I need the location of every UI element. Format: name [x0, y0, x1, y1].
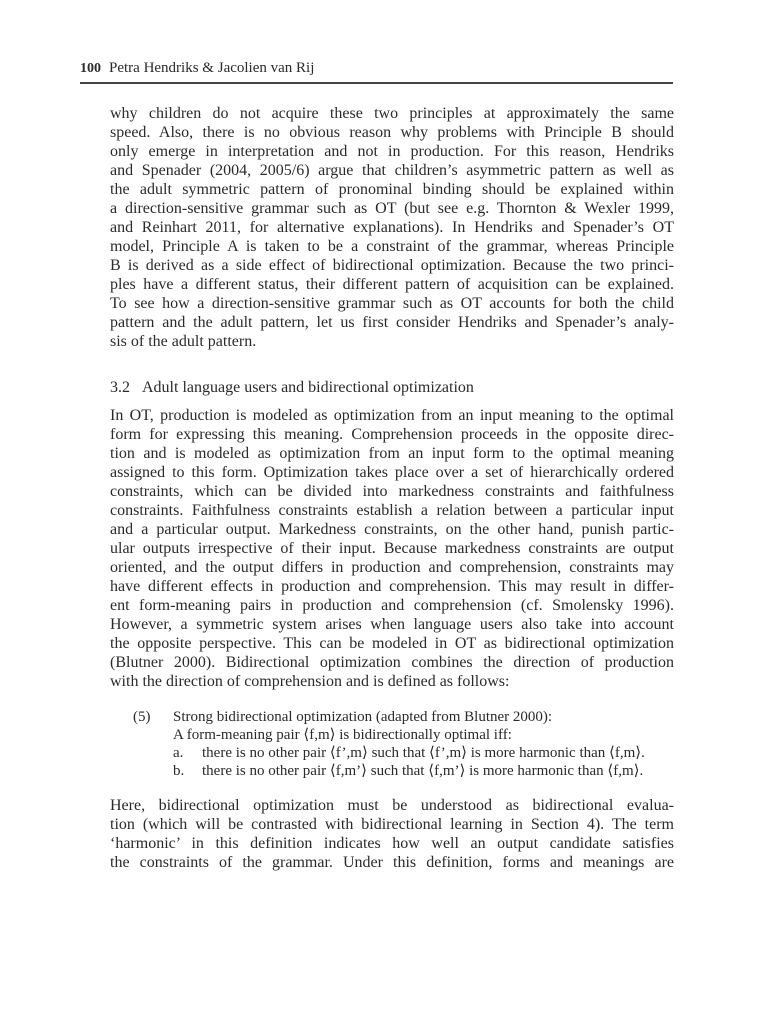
running-header [80, 60, 314, 77]
text-line: oriented, and the output differs in production and comprehension, constraints may [110, 559, 674, 576]
example-definition: A form-meaning pair ⟨f,m⟩ is bidirectionally optimal iff: [173, 727, 512, 743]
text-line: To see how a direction-sensitive grammar such as OT accounts for both the child [110, 295, 674, 312]
text-line: speed. Also, there is no obvious reason why problems with Principle B should [110, 124, 674, 141]
example-title: Strong bidirectional optimization (adapted from Blutner 2000): [173, 709, 553, 725]
text-line: constraints. Faithfulness constraints establish a relation between a particular input [110, 502, 674, 519]
text-line: (Blutner 2000). Bidirectional optimization combines the direction of production [110, 654, 674, 671]
text-line: have different effects in production and comprehension. This may result in differ- [110, 578, 674, 595]
text-line: ular outputs irrespective of their input. Because markedness constraints are output [110, 540, 674, 557]
text-line: and Spenader (2004, 2005/6) argue that children’s asymmetric pattern as well as [110, 162, 674, 179]
text-line: pattern and the adult pattern, let us first consider Hendriks and Spenader’s analy- [110, 314, 674, 331]
text-line: In OT, production is modeled as optimization from an input meaning to the optimal [110, 407, 674, 424]
text-line: constraints, which can be divided into markedness constraints and faithfulness [110, 483, 674, 500]
text-line: assigned to this form. Optimization takes place over a set of hierarchically ordered [110, 464, 674, 481]
text-line: Here, bidirectional optimization must be understood as bidirectional evalua- [110, 797, 674, 814]
paragraph-1 [110, 104, 674, 351]
text-line: sis of the adult pattern. [110, 333, 257, 350]
text-line: and Reinhart 2011, for alternative explanations). In Hendriks and Spenader’s OT [110, 219, 674, 236]
example-5 [133, 708, 645, 780]
text-line: However, a symmetric system arises when language users also take into account [110, 616, 674, 633]
text-line: model, Principle A is taken to be a constraint of the grammar, whereas Principle [110, 238, 674, 255]
section-title: Adult language users and bidirectional optimization [142, 379, 474, 396]
text-line: B is derived as a side effect of bidirectional optimization. Because the two princi- [110, 257, 674, 274]
text-line: tion and is modeled as optimization from an input form to the optimal meaning [110, 445, 674, 462]
text-line: tion (which will be contrasted with bidirectional learning in Section 4). The term [110, 816, 674, 833]
text-line: ‘harmonic’ in this definition indicates how well an output candidate satisfies [110, 835, 674, 852]
text-line: ent form-meaning pairs in production and comprehension (cf. Smolensky 1996). [110, 597, 674, 614]
page-number: 100 [80, 61, 101, 76]
example-label: (5) [133, 709, 151, 725]
paragraph-3 [110, 796, 674, 872]
item-text: there is no other pair ⟨f’,m⟩ such that ⟨f’,m⟩ is more harmonic than ⟨f,m⟩. [202, 745, 645, 761]
item-label: b. [173, 763, 185, 779]
text-line: only emerge in interpretation and not in production. For this reason, Hendriks [110, 143, 674, 160]
header-authors: Petra Hendriks & Jacolien van Rij [109, 60, 315, 76]
text-line: a direction-sensitive grammar such as OT (but see e.g. Thornton & Wexler 1999, [110, 200, 674, 217]
paragraph-2 [110, 406, 674, 691]
text-line: with the direction of comprehension and is defined as follows: [110, 673, 510, 690]
text-line: the opposite perspective. This can be modeled in OT as bidirectional optimization [110, 635, 674, 652]
text-line: why children do not acquire these two principles at approximately the same [110, 105, 674, 122]
item-label: a. [173, 745, 184, 761]
text-line: and a particular output. Markedness constraints, on the other hand, punish partic- [110, 521, 674, 538]
text-line: form for expressing this meaning. Comprehension proceeds in the opposite direc- [110, 426, 674, 443]
header-rule [80, 82, 673, 84]
text-line: the adult symmetric pattern of pronominal binding should be explained within [110, 181, 674, 198]
text-line: the constraints of the grammar. Under this definition, forms and meanings are [110, 854, 674, 871]
section-number: 3.2 [110, 379, 130, 396]
section-heading [110, 378, 674, 397]
text-line: ples have a different status, their different pattern of acquisition can be explained. [110, 276, 674, 293]
item-text: there is no other pair ⟨f,m’⟩ such that ⟨f,m’⟩ is more harmonic than ⟨f,m⟩. [202, 763, 644, 779]
